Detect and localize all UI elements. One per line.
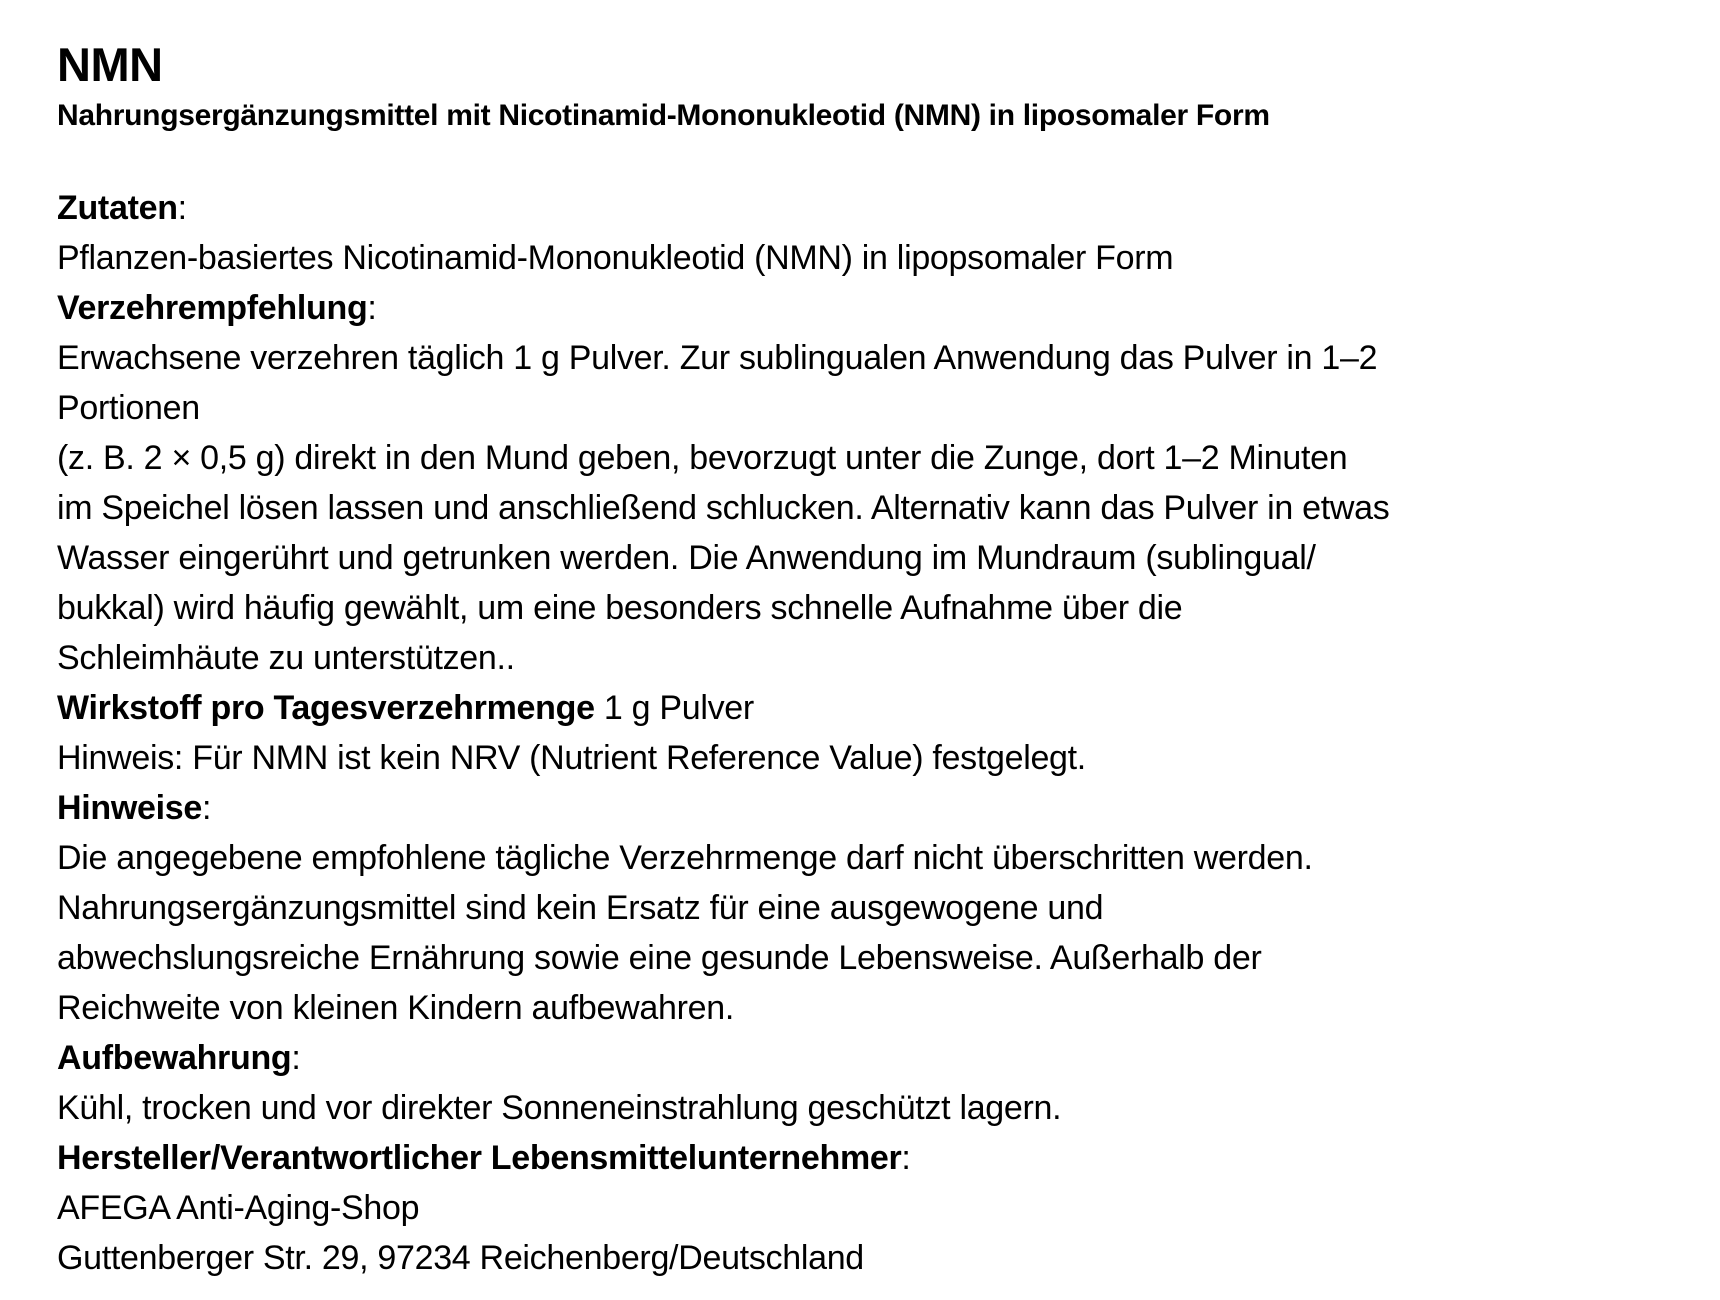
wirkstoff-value: 1 g Pulver — [594, 689, 754, 727]
aufbewahrung-heading-colon: : — [291, 1039, 301, 1077]
zutaten-heading — [57, 183, 1690, 233]
hinweise-line: Reichweite von kleinen Kindern aufbewahren. — [57, 989, 734, 1027]
hinweise-heading-colon: : — [202, 789, 212, 827]
page-title: NMN — [57, 38, 163, 91]
verzehrempfehlung-heading-colon: : — [367, 289, 377, 327]
aufbewahrung-line: Kühl, trocken und vor direkter Sonneneinstrahlung geschützt lagern. — [57, 1089, 1062, 1127]
verzehrempfehlung-line: bukkal) wird häufig gewählt, um eine besonders schnelle Aufnahme über die — [57, 589, 1183, 627]
verzehrempfehlung-heading — [57, 283, 1690, 333]
hinweise-heading-label: Hinweise — [57, 789, 202, 827]
verzehrempfehlung-line: Schleimhäute zu unterstützen.. — [57, 639, 515, 677]
verzehrempfehlung-line: Portionen — [57, 389, 200, 427]
verzehrempfehlung-line: Wasser eingerührt und getrunken werden. Die Anwendung im Mundraum (sublingual/ — [57, 539, 1316, 577]
label-body — [57, 183, 1690, 1283]
hersteller-heading — [57, 1133, 1690, 1183]
hinweise-line: abwechslungsreiche Ernährung sowie eine gesunde Lebensweise. Außerhalb der — [57, 939, 1262, 977]
verzehrempfehlung-line: Erwachsene verzehren täglich 1 g Pulver. Zur sublingualen Anwendung das Pulver in 1–2 — [57, 339, 1378, 377]
hersteller-line: Guttenberger Str. 29, 97234 Reichenberg/Deutschland — [57, 1239, 864, 1277]
hersteller-line: AFEGA Anti-Aging-Shop — [57, 1189, 420, 1227]
wirkstoff-note: Hinweis: Für NMN ist kein NRV (Nutrient Reference Value) festgelegt. — [57, 739, 1086, 777]
wirkstoff-line — [57, 683, 1690, 733]
hinweise-heading — [57, 783, 1690, 833]
zutaten-heading-label: Zutaten — [57, 189, 178, 227]
hinweise-line: Nahrungsergänzungsmittel sind kein Ersatz für eine ausgewogene und — [57, 889, 1104, 927]
hinweise-line: Die angegebene empfohlene tägliche Verzehrmenge darf nicht überschritten werden. — [57, 839, 1313, 877]
wirkstoff-heading-label: Wirkstoff pro Tagesverzehrmenge — [57, 689, 595, 727]
page-subtitle: Nahrungsergänzungsmittel mit Nicotinamid-Mononukleotid (NMN) in liposomaler Form — [57, 99, 1270, 132]
hersteller-heading-colon: : — [901, 1139, 911, 1177]
aufbewahrung-heading — [57, 1033, 1690, 1083]
verzehrempfehlung-heading-label: Verzehrempfehlung — [57, 289, 368, 327]
zutaten-line: Pflanzen-basiertes Nicotinamid-Mononukleotid (NMN) in lipopsomaler Form — [57, 239, 1174, 277]
verzehrempfehlung-line: (z. B. 2 × 0,5 g) direkt in den Mund geben, bevorzugt unter die Zunge, dort 1–2 Minuten — [57, 439, 1348, 477]
aufbewahrung-heading-label: Aufbewahrung — [57, 1039, 292, 1077]
verzehrempfehlung-line: im Speichel lösen lassen und anschließend schlucken. Alternativ kann das Pulver in etwas — [57, 489, 1390, 527]
hersteller-heading-label: Hersteller/Verantwortlicher Lebensmittelunternehmer — [57, 1139, 902, 1177]
zutaten-heading-colon: : — [177, 189, 187, 227]
